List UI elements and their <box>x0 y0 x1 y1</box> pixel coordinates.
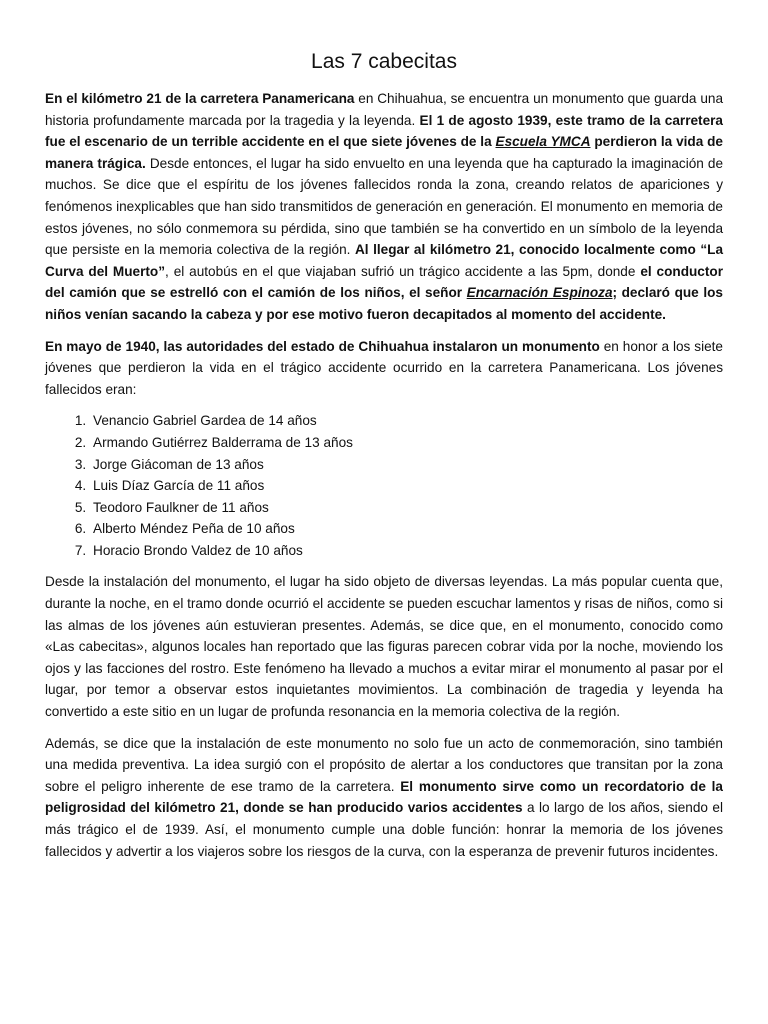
list-item: 6. Alberto Méndez Peña de 10 años <box>90 518 723 540</box>
text: Además, se dice que la instalación de este monumento no solo fue un acto de conmemoración, sino también una medida preventiva. La idea surgió con el propósito de alertar a los conductores que transitan por la zona sobre el peligro inherente de ese tramo de la carretera. <box>45 735 723 794</box>
text: ; declaró que los niños venían sacando la cabeza y por ese motivo fueron decapitados al momento del accidente. <box>45 285 723 322</box>
link-encarnacion-espinoza[interactable]: Encarnación Espinoza <box>466 285 613 301</box>
text: perdieron la vida de manera trágica. <box>45 134 723 171</box>
text: Desde entonces, el lugar ha sido envuelto en una leyenda que ha capturado la imaginación de muchos. Se dice que el espíritu de los jóvenes fallecidos ronda la zona, creando relatos de apariciones y fenómenos inexplicables que han sido transmitidos de generación en generación. El monumento en memoria de estos jóvenes, no sólo conmemora su pérdida, sino que también se ha convertido en un símbolo de la leyenda que persiste en la memoria colectiva de la región. <box>45 155 724 258</box>
text: a lo largo de los años, siendo el más trágico el de 1939. Así, el monumento cumple una doble función: honrar la memoria de los jóvenes fallecidos y advertir a los viajeros sobre los riesgos de la curva, con la esperanza de prevenir futuros incidentes. <box>45 800 723 859</box>
text: el conductor del camión que se estrelló con el camión de los niños, el señor <box>45 263 723 301</box>
document-title: Las 7 cabecitas <box>311 50 457 73</box>
text: El 1 de agosto 1939, este tramo de la carretera fue el escenario de un terrible accidente en el que siete jóvenes de la <box>45 112 723 150</box>
list-item: 5. Teodoro Faulkner de 11 años <box>90 497 723 519</box>
text: en Chihuahua, se encuentra un monumento que guarda una historia profundamente marcada por la tragedia y la leyenda. <box>45 91 723 128</box>
text: en honor a los siete jóvenes que perdieron la vida en el trágico accidente ocurrido en la carretera Panamericana. Los jóvenes fallecidos eran: <box>45 338 723 397</box>
paragraph-monument <box>45 336 723 401</box>
list-item: 7. Horacio Brondo Valdez de 10 años <box>90 540 723 562</box>
list-item: 1. Venancio Gabriel Gardea de 14 años <box>90 410 723 432</box>
paragraph-prevention <box>45 733 723 863</box>
victims-list <box>45 410 723 561</box>
bold-text: En mayo de 1940, las autoridades del estado de Chihuahua instalaron un monumento <box>45 338 600 354</box>
link-escuela-ymca[interactable]: Escuela YMCA <box>495 134 591 150</box>
text: , el autobús en el que viajaban sufrió un trágico accidente a las 5pm, donde <box>165 263 641 279</box>
paragraph-legends: Desde la instalación del monumento, el lugar ha sido objeto de diversas leyendas. La más popular cuenta que, durante la noche, en el tramo donde ocurrió el accidente se pueden escuchar lamentos y risas de niños, como si las almas de los jóvenes aún estuvieran presentes. Además, se dice que, en el monumento, conocido como «Las cabecitas», algunos locales han reportado que las figuras parecen cobrar vida por la noche, moviendo los ojos y las facciones del rostro. Este fenómeno ha llevado a muchos a evitar mirar el monumento al pasar por el lugar, por temor a observar estos inquietantes movimientos. La combinación de tragedia y leyenda ha convertido a este sitio en un lugar de profunda resonancia en la memoria colectiva de la región. <box>45 574 723 720</box>
list-item: 3. Jorge Giácoman de 13 años <box>90 454 723 476</box>
paragraph-intro <box>45 88 723 326</box>
list-item: 2. Armando Gutiérrez Balderrama de 13 años <box>90 432 723 454</box>
bold-text: Al llegar al kilómetro 21, conocido localmente como “La Curva del Muerto” <box>45 242 724 279</box>
bold-text: El monumento sirve como un recordatorio de la peligrosidad del kilómetro 21, donde se han producido varios accidentes <box>45 778 723 816</box>
list-item: 4. Luis Díaz García de 11 años <box>90 475 723 497</box>
bold-text: En el kilómetro 21 de la carretera Panamericana <box>45 91 355 106</box>
